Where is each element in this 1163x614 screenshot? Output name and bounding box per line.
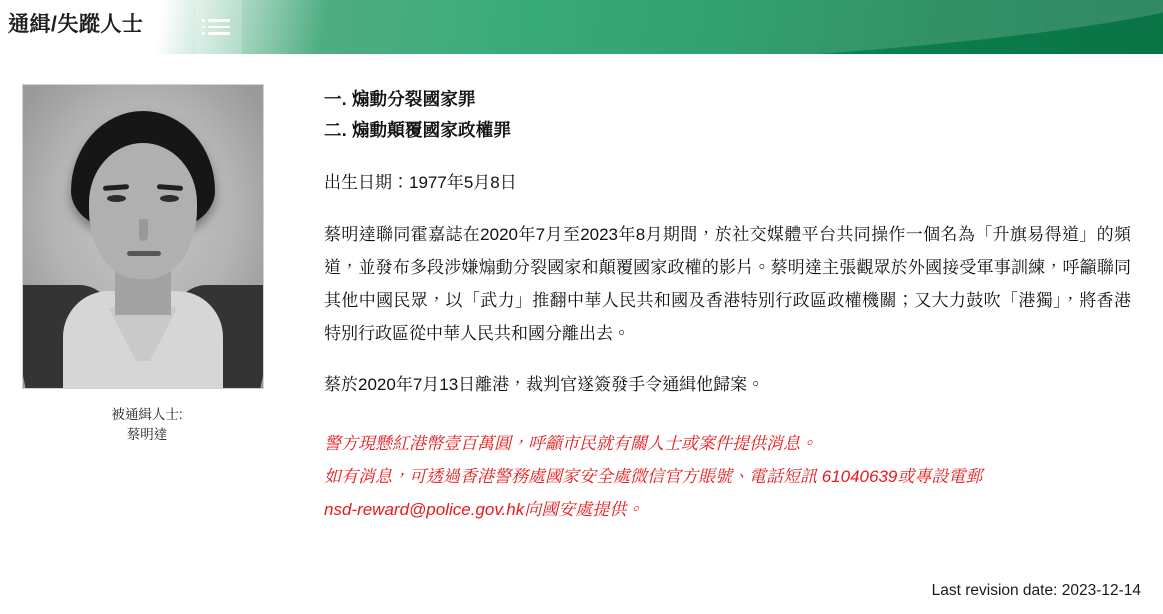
photo-caption	[22, 405, 272, 445]
reward-email-link[interactable]: nsd-reward@police.gov.hk	[324, 500, 525, 519]
main-content	[0, 54, 1163, 526]
menu-button[interactable]	[196, 0, 242, 54]
description-paragraph-1: 蔡明達聯同霍嘉誌在2020年7月至2023年8月期間，於社交媒體平台共同操作一個名為「升旗易得道」的頻道，並發布多段涉嫌煽動分裂國家和顛覆國家政權的影片。蔡明達主張觀眾於外國接受軍事訓練，呼籲聯同其他中國民眾，以「武力」推翻中華人民共和國及香港特別行政區政權機關；又大力鼓吹「港獨」，將香港特別行政區從中華人民共和國分離出去。	[324, 225, 1131, 343]
reward-line-3	[324, 493, 1131, 526]
text-column	[272, 84, 1141, 526]
reward-notice	[324, 427, 1131, 526]
photo-caption-name: 蔡明達	[126, 427, 168, 442]
wanted-person-photo	[22, 84, 264, 389]
reward-line-3-tail: 向國安處提供。	[524, 500, 644, 519]
reward-line-1: 警方現懸紅港幣壹百萬圓，呼籲市民就有關人士或案件提供消息。	[324, 434, 817, 453]
charge-list	[324, 84, 1131, 146]
charge-item-2: 二. 煽動顛覆國家政權罪	[324, 120, 512, 140]
reward-line-2: 如有消息，可透過香港警務處國家安全處微信官方賬號、電話短訊 61040639或專設電郵	[324, 467, 983, 486]
portrait-image	[23, 85, 263, 388]
page-header	[0, 0, 1163, 54]
photo-column	[22, 84, 272, 445]
description-paragraph-2: 蔡於2020年7月13日離港，裁判官遂簽發手令通緝他歸案。	[324, 375, 765, 394]
last-revision-date: Last revision date: 2023-12-14	[931, 582, 1141, 599]
page-title: 通緝/失蹤人士	[8, 13, 144, 36]
date-of-birth: 出生日期：1977年5月8日	[324, 173, 517, 192]
list-menu-icon	[208, 19, 230, 35]
charge-item-1: 一. 煽動分裂國家罪	[324, 89, 476, 109]
photo-caption-label: 被通緝人士:	[111, 407, 183, 422]
